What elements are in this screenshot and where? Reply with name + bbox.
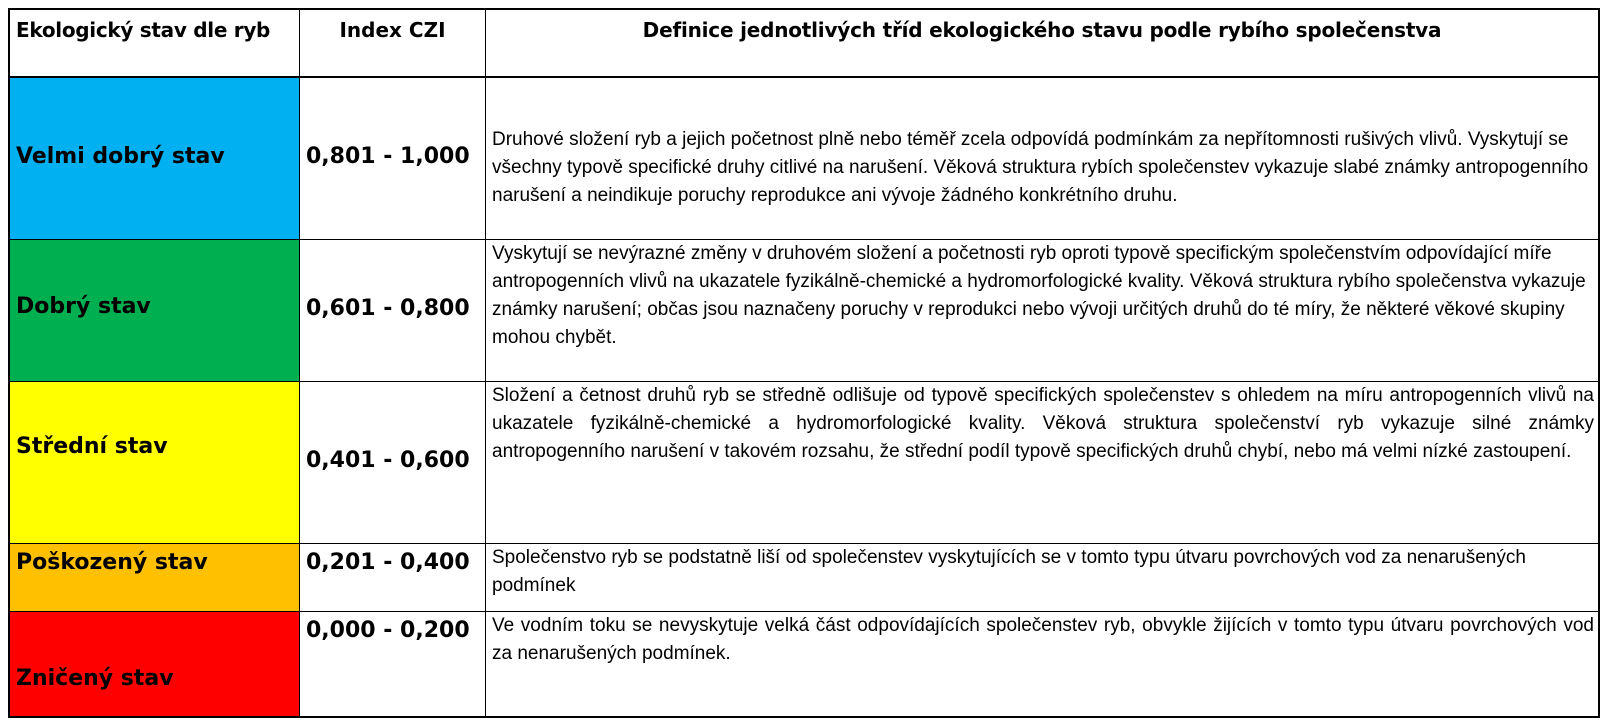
status-cell bbox=[10, 382, 300, 543]
status-cell bbox=[10, 78, 300, 239]
header-definition-label: Definice jednotlivých tříd ekologického stavu podle rybího společenstva bbox=[642, 18, 1442, 42]
header-index-label: Index CZI bbox=[339, 18, 446, 42]
index-cell bbox=[300, 544, 486, 611]
index-range: 0,201 - 0,400 bbox=[306, 550, 470, 575]
status-label: Dobrý stav bbox=[16, 294, 151, 319]
header-definition-cell bbox=[486, 10, 1598, 76]
table-header-row bbox=[10, 10, 1598, 78]
index-range: 0,000 - 0,200 bbox=[306, 618, 470, 643]
index-range: 0,401 - 0,600 bbox=[306, 448, 470, 473]
definition-cell bbox=[486, 382, 1598, 543]
definition-text: Vyskytují se nevýrazné změny v druhovém složení a početnosti ryb oproti typově specifickým společenstvím odpovídající míře antropogenních vlivů na ukazatele fyzikálně-chemické a hydromorfologické kvality. Věková struktura rybího společenstva vykazuje známky narušení; občas jsou naznačeny poruchy v reprodukci nebo vývoji určitých druhů do té míry, že některé věkové skupiny mohou chybět. bbox=[492, 243, 1586, 348]
definition-text: Druhové složení ryb a jejich početnost plně nebo téměř zcela odpovídá podmínkám za nepřítomnosti rušivých vlivů. Vyskytují se všechny typově specifické druhy citlivé na narušení. Věková struktura rybích společenstev vykazuje slabé známky antropogenního narušení a neindikuje poruchy reprodukce ani vývoje žádného konkrétního druhu. bbox=[492, 129, 1589, 206]
table-row bbox=[10, 78, 1598, 240]
definition-cell bbox=[486, 240, 1598, 381]
status-label: Střední stav bbox=[16, 434, 168, 459]
definition-cell bbox=[486, 612, 1598, 716]
definition-cell bbox=[486, 544, 1598, 611]
status-label: Velmi dobrý stav bbox=[16, 144, 225, 169]
definition-text: Ve vodním toku se nevyskytuje velká část odpovídajících společenstev ryb, obvykle žijících v tomto typu útvaru povrchových vod za nenarušených podmínek. bbox=[492, 615, 1594, 664]
index-cell bbox=[300, 612, 486, 716]
index-cell bbox=[300, 78, 486, 239]
index-cell bbox=[300, 240, 486, 381]
header-index-cell bbox=[300, 10, 486, 76]
index-range: 0,801 - 1,000 bbox=[306, 144, 470, 169]
status-cell bbox=[10, 612, 300, 716]
table-row bbox=[10, 544, 1598, 612]
table-row bbox=[10, 612, 1598, 716]
definition-text: Složení a četnost druhů ryb se středně odlišuje od typově specifických společenstev s ohledem na míru antropogenních vlivů na ukazatele fyzikálně-chemické a hydromorfologické kvality. Věková struktura společenství ryb vykazuje silné známky antropogenního narušení v takovém rozsahu, že střední podíl typově specifických druhů chybí, nebo má velmi nízké zastoupení. bbox=[492, 385, 1594, 462]
status-cell bbox=[10, 240, 300, 381]
index-range: 0,601 - 0,800 bbox=[306, 296, 470, 321]
status-label: Zničený stav bbox=[16, 666, 174, 691]
header-status-cell bbox=[10, 10, 300, 76]
table-row bbox=[10, 240, 1598, 382]
index-cell bbox=[300, 382, 486, 543]
table-row bbox=[10, 382, 1598, 544]
header-status-label: Ekologický stav dle ryb bbox=[16, 18, 271, 42]
definition-cell bbox=[486, 78, 1598, 239]
definition-text: Společenstvo ryb se podstatně liší od společenstev vyskytujících se v tomto typu útvaru povrchových vod za nenarušených podmínek bbox=[492, 547, 1526, 596]
ecological-status-table bbox=[8, 8, 1600, 718]
status-cell bbox=[10, 544, 300, 611]
status-label: Poškozený stav bbox=[16, 550, 208, 575]
